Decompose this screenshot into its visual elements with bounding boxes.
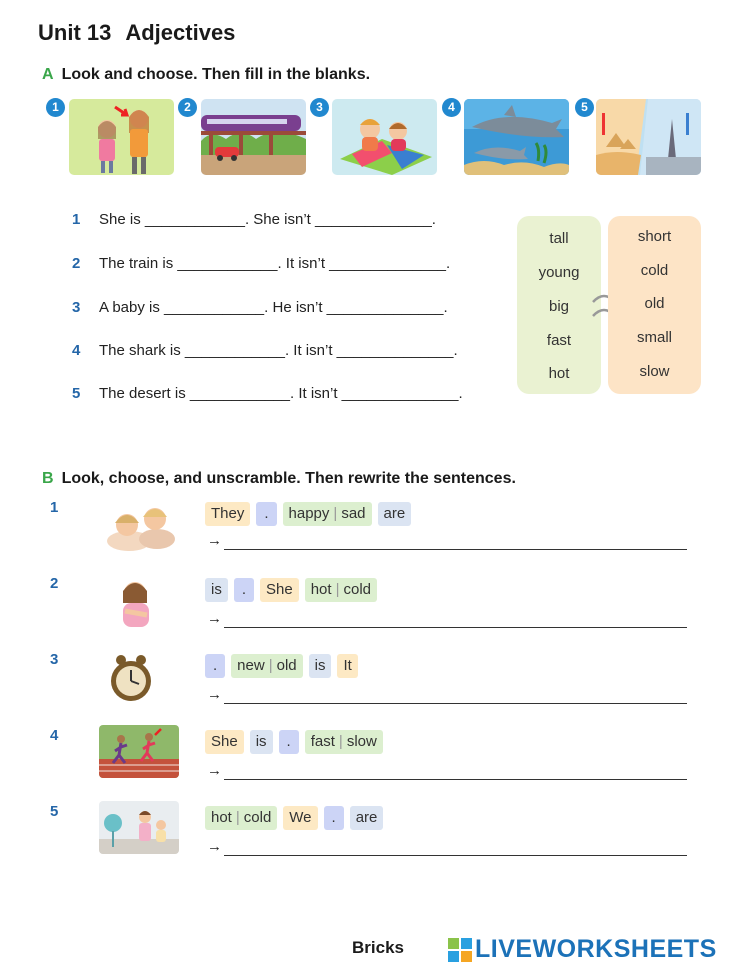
word-chip[interactable]: is: [205, 578, 228, 602]
choice-chip[interactable]: hot | cold: [305, 578, 377, 602]
fill-sentence-3[interactable]: [72, 299, 448, 316]
fill-sentence-4[interactable]: [72, 342, 458, 359]
running-girls-picture: [99, 725, 179, 778]
word-chips-4: [205, 730, 383, 754]
sentence-number: 1: [72, 211, 81, 228]
train-and-car-picture: [201, 99, 306, 175]
word-option[interactable]: fast: [546, 332, 572, 349]
period-chip[interactable]: .: [205, 654, 225, 678]
word-chip[interactable]: are: [350, 806, 384, 830]
desert-and-cold-city-picture: [596, 99, 701, 175]
answer-arrow: →: [207, 532, 222, 549]
choice-option-a[interactable]: fast: [310, 733, 335, 750]
fill-sentence-2[interactable]: [72, 255, 450, 272]
item-1-number: 1: [50, 499, 59, 516]
choice-chip[interactable]: new | old: [231, 654, 302, 678]
section-b-instruction: Look, choose, and unscramble. Then rewrite the sentences.: [61, 470, 516, 487]
cold-girl-picture: [99, 575, 179, 630]
choice-option-b[interactable]: cold: [243, 809, 272, 826]
picture-1-number: 1: [46, 98, 65, 117]
picture-5-number: 5: [575, 98, 594, 117]
tall-and-short-girls-picture: [69, 99, 174, 175]
choice-chip[interactable]: happy | sad: [283, 502, 372, 526]
word-box-right: [608, 216, 701, 394]
choice-option-a[interactable]: happy: [288, 505, 330, 522]
word-chips-5: [205, 806, 383, 830]
picture-2-number: 2: [178, 98, 197, 117]
sentence-number: 3: [72, 299, 81, 316]
fill-sentence-1[interactable]: [72, 211, 436, 228]
period-chip[interactable]: .: [256, 502, 276, 526]
choice-option-a[interactable]: hot: [310, 581, 332, 598]
word-chips-3: [205, 654, 358, 678]
word-option[interactable]: young: [538, 264, 580, 281]
word-chip[interactable]: They: [205, 502, 250, 526]
choice-option-b[interactable]: sad: [341, 505, 366, 522]
section-a-letter: A: [42, 66, 54, 83]
section-b-letter: B: [42, 470, 54, 487]
word-chip[interactable]: It: [337, 654, 357, 678]
choice-chip[interactable]: hot | cold: [205, 806, 277, 830]
baby-and-old-woman-picture: [332, 99, 437, 175]
unit-topic: Adjectives: [125, 20, 236, 45]
period-chip[interactable]: .: [234, 578, 254, 602]
unit-number: Unit 13: [38, 20, 112, 45]
word-chip[interactable]: is: [309, 654, 332, 678]
sentence-text: The desert is ____________. It isn’t ______________.: [99, 385, 463, 402]
choice-option-a[interactable]: new: [237, 657, 265, 674]
choice-option-b[interactable]: slow: [346, 733, 377, 750]
picture-3-number: 3: [310, 98, 329, 117]
bricks-logo: Bricks: [352, 938, 404, 957]
section-a-heading: [42, 66, 370, 84]
word-chip[interactable]: is: [250, 730, 273, 754]
answer-arrow: →: [207, 838, 222, 855]
page-title: [38, 20, 235, 46]
word-chips-2: [205, 578, 377, 602]
answer-arrow: →: [207, 686, 222, 703]
item-4-number: 4: [50, 727, 59, 744]
answer-arrow: →: [207, 610, 222, 627]
sentence-number: 5: [72, 385, 81, 402]
item-5-number: 5: [50, 803, 59, 820]
liveworksheets-icon: [448, 938, 472, 962]
sentence-text: She is ____________. She isn’t ______________.: [99, 211, 436, 228]
word-option[interactable]: slow: [639, 363, 670, 380]
word-chip[interactable]: We: [283, 806, 317, 830]
answer-line-5[interactable]: [224, 839, 687, 856]
old-clock-picture: [99, 651, 179, 706]
section-a-instruction: Look and choose. Then fill in the blanks.: [61, 66, 371, 83]
word-chip[interactable]: are: [378, 502, 412, 526]
choice-option-b[interactable]: cold: [343, 581, 372, 598]
period-chip[interactable]: .: [324, 806, 344, 830]
choice-chip[interactable]: fast | slow: [305, 730, 383, 754]
sentence-text: A baby is ____________. He isn’t ______________.: [99, 299, 448, 316]
liveworksheets-wordmark: LIVEWORKSHEETS: [475, 935, 717, 963]
answer-line-1[interactable]: [224, 533, 687, 550]
fill-sentence-5[interactable]: [72, 385, 463, 402]
sentence-number: 2: [72, 255, 81, 272]
sentence-text: The train is ____________. It isn’t ______________.: [99, 255, 451, 272]
answer-line-2[interactable]: [224, 611, 687, 628]
picture-4-number: 4: [442, 98, 461, 117]
liveworksheets-logo[interactable]: [448, 935, 717, 964]
answer-arrow: →: [207, 762, 222, 779]
section-b-heading: [42, 470, 516, 488]
sentence-text: The shark is ____________. It isn’t ______________.: [99, 342, 458, 359]
happy-girls-picture: [99, 499, 179, 554]
item-2-number: 2: [50, 575, 59, 592]
word-option[interactable]: big: [548, 298, 570, 315]
word-option[interactable]: tall: [549, 230, 569, 247]
sentence-number: 4: [72, 342, 81, 359]
period-chip[interactable]: .: [279, 730, 299, 754]
word-option[interactable]: short: [637, 228, 672, 245]
choice-option-a[interactable]: hot: [211, 809, 232, 826]
sharks-picture: [464, 99, 569, 175]
word-option[interactable]: hot: [548, 365, 570, 382]
item-3-number: 3: [50, 651, 59, 668]
answer-line-3[interactable]: [224, 687, 687, 704]
hot-family-fan-picture: [99, 801, 179, 854]
choice-option-b[interactable]: old: [276, 657, 297, 674]
word-option[interactable]: small: [636, 329, 672, 346]
answer-line-4[interactable]: [224, 763, 687, 780]
word-option[interactable]: cold: [640, 262, 669, 279]
word-chip[interactable]: She: [205, 730, 244, 754]
word-chip[interactable]: She: [260, 578, 299, 602]
word-option[interactable]: old: [644, 295, 665, 312]
word-chips-1: [205, 502, 411, 526]
